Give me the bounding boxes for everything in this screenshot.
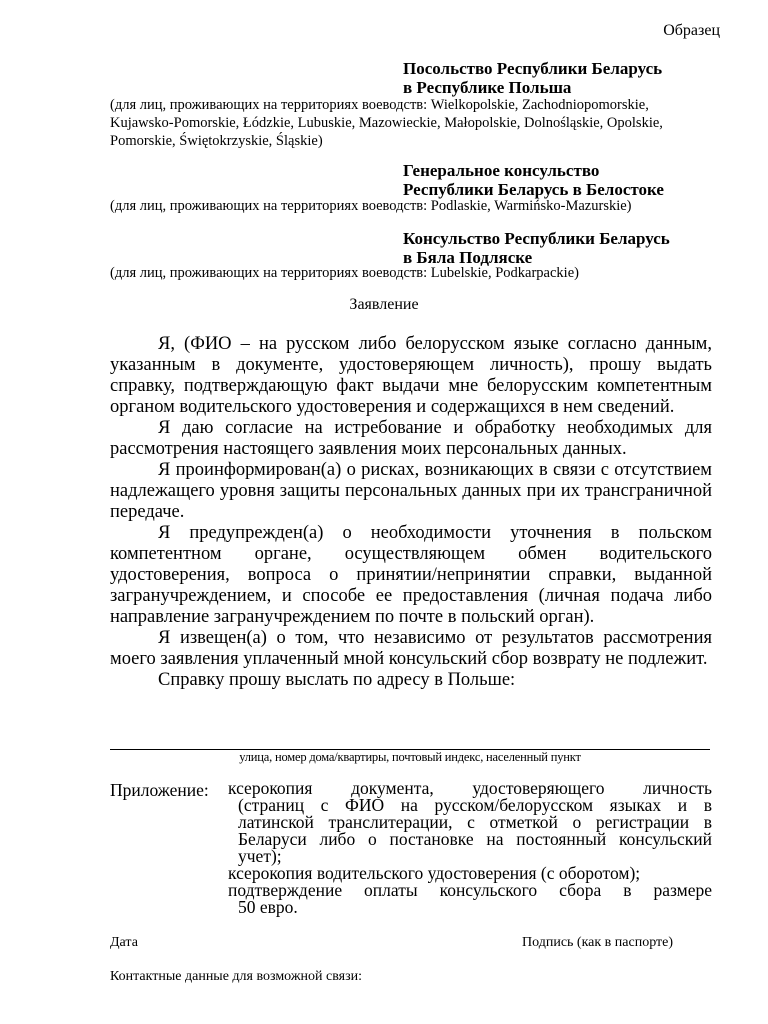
date-label: Дата xyxy=(110,935,138,950)
attachment-item-1-line: учет); xyxy=(238,846,282,866)
paragraph-address-request: Справку прошу выслать по адресу в Польше: xyxy=(158,670,516,690)
recipient-consulate-regions: (для лиц, проживающих на территориях воеводств: Lubelskie, Podkarpackie) xyxy=(110,265,579,281)
paragraph-consent: Я даю согласие на истребование и обработку необходимых для рассмотрения настоящего заявления моих персональных данных. xyxy=(110,418,712,459)
recipient-name-line: Генеральное консульство xyxy=(403,161,600,180)
paragraph-risks: Я проинформирован(а) о рисках, возникающих в связи с отсутствием надлежащего уровня защиты персональных данных при их трансграничной передаче. xyxy=(110,460,712,522)
recipient-name-line: Республики Беларусь в Белостоке xyxy=(403,180,664,199)
application-body xyxy=(110,334,712,691)
attachment-item-3-line: 50 евро. xyxy=(238,897,298,917)
paragraph-warning: Я предупрежден(а) о необходимости уточнения в польском компетентном органе, осуществляющем обмен водительского удостоверения, вопроса о принятии/непринятии справки, выданной загранучреждением, и способе ее предоставления (личная подача либо направление загранучреждением по почте в польский орган). xyxy=(110,523,712,627)
attachment-item-2: ксерокопия водительского удостоверения (с оборотом); xyxy=(228,863,641,883)
document-title: Заявление xyxy=(349,296,419,313)
recipient-general-consulate-regions: (для лиц, проживающих на территориях воеводств: Podlaskie, Warmińsko-Mazurskie) xyxy=(110,198,632,214)
sample-label: Образец xyxy=(663,22,720,39)
paragraph-request: Я, (ФИО – на русском либо белорусском языке согласно данным, указанным в документе, удостоверяющем личность), прошу выдать справку, подтверждающую факт выдачи мне белорусским компетентным органом водительского удостоверения и содержащихся в нем сведений. xyxy=(110,334,712,417)
attachment-item-1-line: (страниц с ФИО на русском/белорусском языках и в xyxy=(238,795,712,815)
attachments-label: Приложение: xyxy=(110,780,209,800)
address-caption: улица, номер дома/квартиры, почтовый индекс, населенный пункт xyxy=(239,750,581,764)
recipient-embassy-regions: (для лиц, проживающих на территориях воеводств: Wielkopolskie, Zachodniopomorskie, Kujawsko-Pomorskie, Łódzkie, Lubuskie, Mazowieckie, Małopolskie, Dolnośląskie, Opolskie, Pomorskie, Świętokrzyskie, Śląskie) xyxy=(110,97,663,149)
recipient-general-consulate-name xyxy=(403,161,664,199)
recipient-consulate-name xyxy=(403,229,670,267)
recipient-name-line: Посольство Республики Беларусь xyxy=(403,59,663,78)
attachment-item-1-line: латинской транслитерации, с отметкой о регистрации в xyxy=(238,812,712,832)
recipient-name-line: в Республике Польша xyxy=(403,78,572,97)
signature-label: Подпись (как в паспорте) xyxy=(522,935,674,950)
paragraph-fee: Я извещен(а) о том, что независимо от результатов рассмотрения моего заявления уплаченный мной консульский сбор возврату не подлежит. xyxy=(110,628,712,669)
recipient-embassy-name xyxy=(403,59,662,97)
recipient-name-line: в Бяла Подляске xyxy=(403,248,533,267)
attachment-item-1: ксерокопия документа, удостоверяющего личность xyxy=(228,778,712,798)
recipient-name-line: Консульство Республики Беларусь xyxy=(403,229,670,248)
attachment-item-1-line: Беларуси либо о постановке на постоянный консульский xyxy=(238,829,712,849)
attachment-item-3: подтверждение оплаты консульского сбора в размере xyxy=(228,880,712,900)
contacts-label: Контактные данные для возможной связи: xyxy=(110,969,362,984)
